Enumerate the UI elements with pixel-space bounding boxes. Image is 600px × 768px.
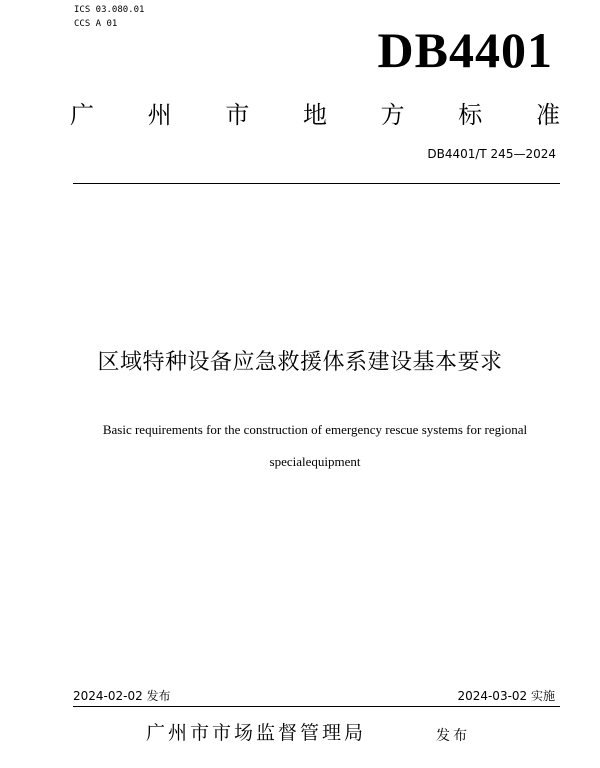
footer-divider <box>73 706 560 707</box>
chinese-title: 区域特种设备应急救援体系建设基本要求 <box>97 350 503 375</box>
standard-number: DB4401/T 245—2024 <box>427 147 556 161</box>
standard-type-char: 广 <box>70 101 94 129</box>
standard-type-char: 方 <box>380 101 405 129</box>
classification-block <box>74 3 144 31</box>
ics-code: ICS 03.080.01 <box>74 5 145 15</box>
standard-type-char: 市 <box>225 101 250 129</box>
english-title: Basic requirements for the construction of emergency rescue systems for regional specialequipment <box>102 422 528 469</box>
standard-code: DB4401 <box>377 22 553 78</box>
implementation-date: 2024-03-02 实施 <box>457 689 555 703</box>
header-divider <box>73 183 560 184</box>
issue-label: 发布 <box>436 728 470 744</box>
standard-type-char: 标 <box>458 101 483 129</box>
standard-type-char: 州 <box>147 101 172 129</box>
ccs-code: CCS A 01 <box>74 19 118 29</box>
standard-type-char: 准 <box>535 101 560 129</box>
standard-type-title <box>70 100 560 130</box>
issue-date: 2024-02-02 发布 <box>73 689 171 703</box>
issuing-authority: 广州市市场监督管理局 <box>146 722 367 744</box>
standard-type-char: 地 <box>302 101 327 129</box>
